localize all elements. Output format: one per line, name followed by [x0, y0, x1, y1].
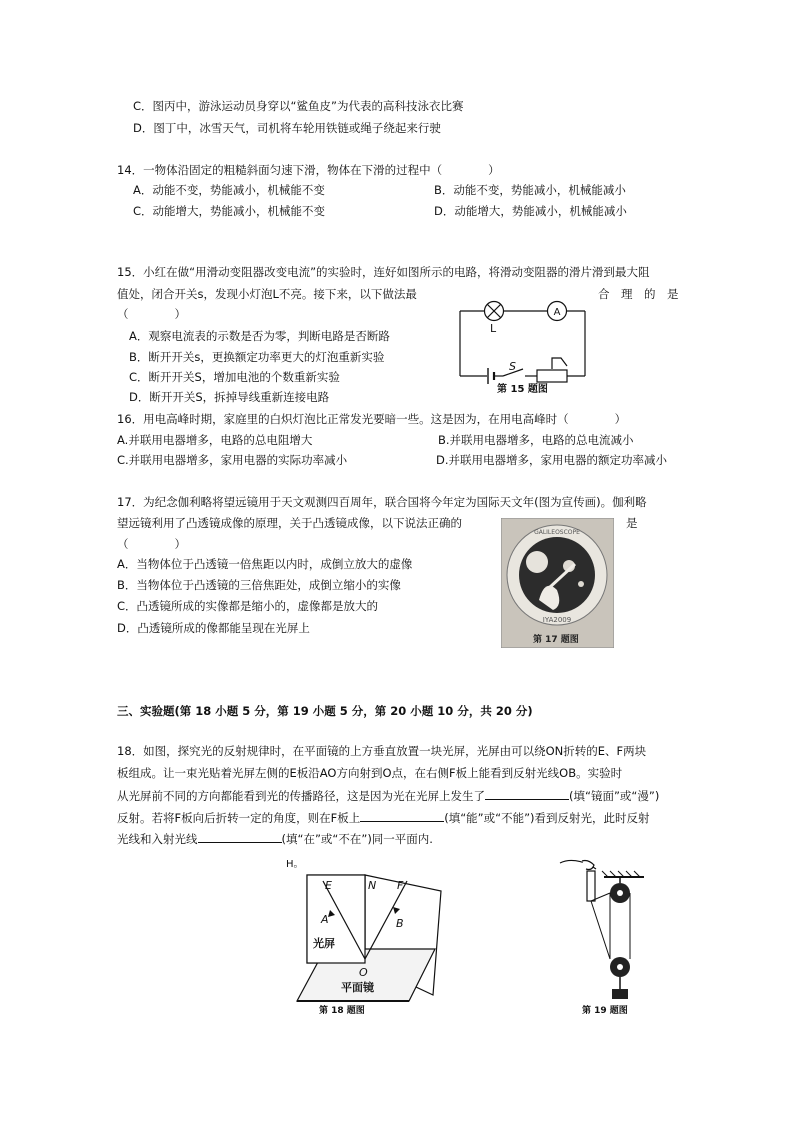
q14-option-d: D．动能增大，势能减小，机械能减小	[434, 204, 627, 218]
q18-label-f: F	[397, 879, 404, 892]
q16-option-a: A.并联用电器增多，电路的总电阻增大	[117, 433, 313, 447]
q18-line3-hint: (填“镜面”或“漫”)	[569, 789, 660, 803]
q15-option-a: A．观察电流表的示数是否为零，判断电路是否断路	[129, 329, 390, 343]
q18-reflection-diagram	[283, 855, 448, 1017]
q18-line5-hint: (填“在”或“不在”)同一平面内.	[281, 832, 433, 846]
q19-figure-caption: 第 19 题图	[582, 1006, 628, 1016]
q18-label-n: N	[368, 879, 377, 892]
q17-poster-bottom-text: IYA2009	[542, 616, 572, 624]
q17-answer-paren: （ ）	[117, 537, 186, 551]
q15-stem-line2-end: 合 理 的 是	[598, 287, 679, 301]
q13-option-c: C．图丙中，游泳运动员身穿以“鲨鱼皮”为代表的高科技泳衣比赛	[133, 99, 464, 113]
q18-stem-line5	[117, 830, 433, 847]
q15-option-b: B．断开开关s，更换额定功率更大的灯泡重新实验	[129, 350, 385, 364]
q15-figure-caption: 第 15 题图	[497, 384, 548, 395]
q16-option-b: B.并联用电器增多，电路的总电流减小	[438, 433, 634, 447]
q16-stem: 16．用电高峰时期，家庭里的白炽灯泡比正常发光要暗一些。这是因为，在用电高峰时（ ）	[117, 412, 627, 426]
q14-option-c: C．动能增大，势能减小，机械能不变	[133, 204, 326, 218]
q18-mirror-label: 平面镜	[341, 981, 374, 994]
q17-option-a: A．当物体位于凸透镜一倍焦距以内时，成倒立放大的虚像	[117, 557, 413, 571]
q18-line5-text: 光线和入射光线	[117, 832, 198, 846]
q15-lamp-label: L	[490, 322, 497, 335]
q15-circuit-diagram	[455, 296, 590, 396]
q17-poster-top-text: GALILEOSCOPE	[534, 529, 580, 536]
q18-line4-hint: (填“能”或“不能”)看到反射光，此时反射	[444, 811, 650, 825]
q18-label-o: O	[359, 966, 368, 979]
q18-blank-same-plane[interactable]	[198, 830, 282, 843]
q16-option-c: C.并联用电器增多，家用电器的实际功率减小	[117, 453, 348, 467]
q14-option-b: B．动能不变，势能减小，机械能减小	[434, 183, 626, 197]
q18-label-a: A	[321, 913, 329, 926]
q17-stem-line2: 望远镜利用了凸透镜成像的原理，关于凸透镜成像，以下说法正确的	[117, 516, 462, 530]
q18-stem-line4	[117, 809, 650, 826]
q18-stem-line2: 板组成。让一束光贴着光屏左侧的E板沿AO方向射到O点，在右侧F板上能看到反射光线OB。实验时	[117, 766, 623, 780]
q17-option-b: B．当物体位于凸透镜的三倍焦距处，成倒立缩小的实像	[117, 578, 401, 592]
q17-figure-caption: 第 17 题图	[533, 635, 579, 645]
q15-stem-line2: 值处，闭合开关s，发现小灯泡L不亮。接下来，以下做法最	[117, 287, 417, 301]
q18-line4-text: 反射。若将F板向后折转一定的角度，则在F板上	[117, 811, 361, 825]
q18-blank-reflection-type[interactable]	[485, 787, 569, 800]
q15-switch-label: S	[509, 360, 516, 373]
q14-option-a: A．动能不变，势能减小，机械能不变	[133, 183, 325, 197]
q15-answer-paren: （ ）	[117, 307, 186, 321]
q18-blank-can-see[interactable]	[360, 809, 444, 822]
q19-pulley-diagram	[552, 855, 652, 1017]
q15-option-c: C．断开开关S，增加电池的个数重新实验	[129, 370, 340, 384]
section-3-heading: 三、实验题(第 18 小题 5 分，第 19 小题 5 分，第 20 小题 10 分，共 20 分)	[117, 704, 533, 718]
q17-option-d: D．凸透镜所成的像都能呈现在光屏上	[117, 621, 310, 635]
q18-stem-line3	[117, 787, 659, 804]
q17-iya-poster-image	[501, 518, 614, 648]
q15-option-d: D．断开开关S，拆掉导线重新连接电路	[129, 390, 330, 404]
q14-stem: 14．一物体沿固定的粗糙斜面匀速下滑，物体在下滑的过程中（ ）	[117, 163, 500, 177]
q18-corner-mark: H。	[286, 859, 304, 870]
q17-stem-line1: 17．为纪念伽利略将望远镜用于天文观测四百周年，联合国将今年定为国际天文年(图为宣传画)。伽利略	[117, 495, 647, 509]
q15-stem-line1: 15．小红在做“用滑动变阻器改变电流”的实验时，连好如图所示的电路，将滑动变阻器的滑片滑到最大阻	[117, 265, 650, 279]
q13-option-d: D．图丁中，冰雪天气，司机将车轮用铁链或绳子绕起来行驶	[133, 121, 441, 135]
q18-figure-caption: 第 18 题图	[319, 1006, 365, 1016]
q18-label-e: E	[325, 879, 332, 892]
q18-line3-text: 从光屏前不同的方向都能看到光的传播路径，这是因为光在光屏上发生了	[117, 789, 485, 803]
q15-ammeter-label: A	[553, 307, 561, 318]
q17-stem-line2-end: 是	[626, 516, 638, 530]
q18-stem-line1: 18．如图，探究光的反射规律时，在平面镜的上方垂直放置一块光屏，光屏由可以绕ON折转的E、F两块	[117, 744, 647, 758]
q18-label-b: B	[396, 917, 404, 930]
q18-screen-label: 光屏	[313, 937, 335, 950]
q17-option-c: C．凸透镜所成的实像都是缩小的，虚像都是放大的	[117, 599, 379, 613]
q16-option-d: D.并联用电器增多，家用电器的额定功率减小	[436, 453, 668, 467]
